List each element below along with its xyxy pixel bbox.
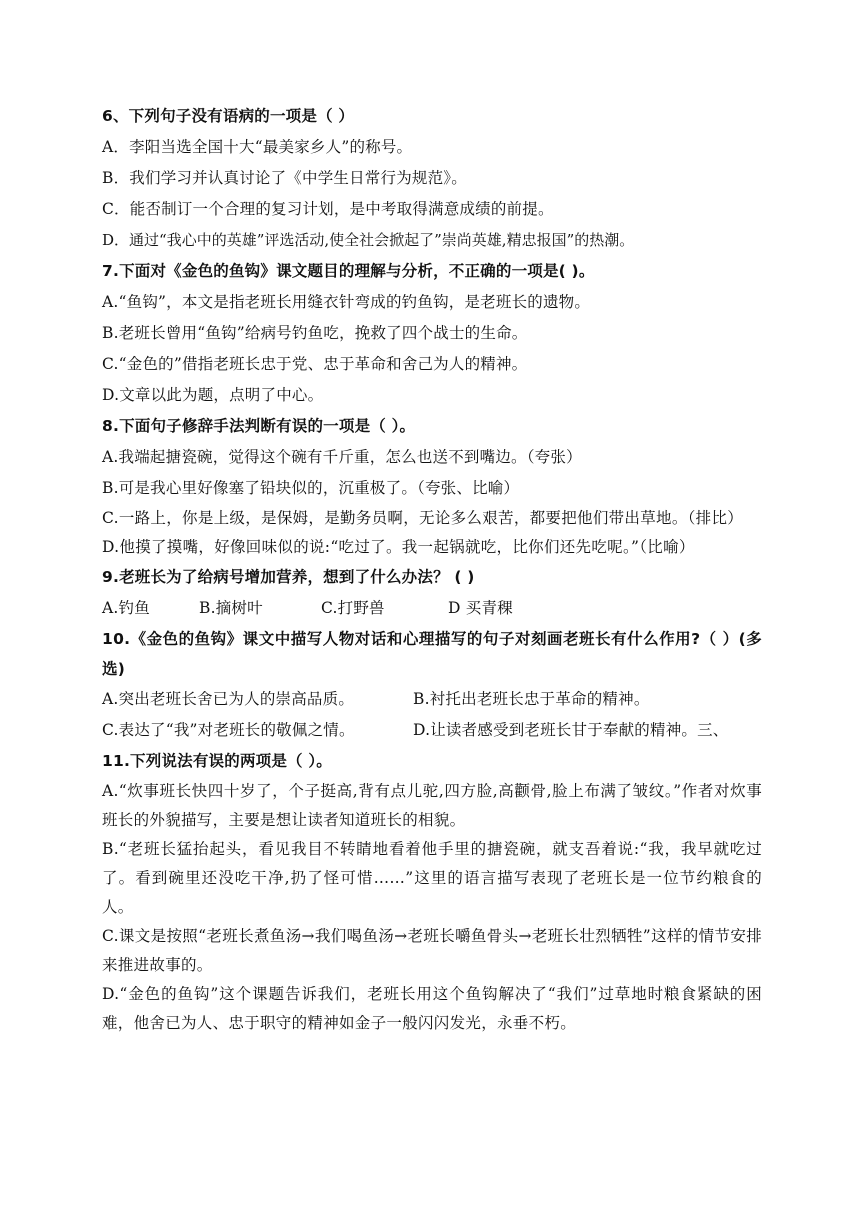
q10-options-row1 <box>102 684 762 715</box>
q7-option-c: C.“金色的”借指老班长忠于党、忠于革命和舍己为人的精神。 <box>102 355 528 373</box>
q9-stem: 9.老班长为了给病号增加营养，想到了什么办法？ ( ) <box>102 568 475 586</box>
q9-option-b: B.摘树叶 <box>199 599 263 617</box>
q8-option-b: B.可是我心里好像塞了铅块似的，沉重极了。（夸张、比喻） <box>102 479 520 497</box>
q6-option-c: C．能否制订一个合理的复习计划，是中考取得满意成绩的前提。 <box>102 200 554 218</box>
q9-option-d: D 买青稞 <box>448 599 513 617</box>
q9-options <box>102 593 762 624</box>
q8-option-a: A.我端起搪瓷碗，觉得这个碗有千斤重，怎么也送不到嘴边。（夸张） <box>102 448 582 466</box>
q10-option-c: C.表达了“我”对老班长的敬佩之情。 <box>102 721 355 739</box>
q6-option-d: D．通过“我心中的英雄”评选活动,使全社会掀起了”崇尚英雄,精忠报国”的热潮。 <box>102 231 635 249</box>
q10-options-row2 <box>102 715 762 746</box>
q11-option-c: C.课文是按照“老班长煮鱼汤→我们喝鱼汤→老班长嚼鱼骨头→老班长壮烈牺牲”这样的情节安排来推进故事的。 <box>102 927 762 974</box>
q10-option-d: D.让读者感受到老班长甘于奉献的精神。三、 <box>413 721 729 739</box>
q11-option-d: D.“金色的鱼钩”这个课题告诉我们，老班长用这个鱼钩解决了“我们”过草地时粮食紧缺的困难，他舍已为人、忠于职守的精神如金子一般闪闪发光，永垂不朽。 <box>102 985 762 1032</box>
q11-option-b: B.“老班长猛抬起头，看见我目不转睛地看着他手里的搪瓷碗，就支吾着说:“我，我早就吃过了。看到碗里还没吃干净,扔了怪可惜……”这里的语言描写表现了老班长是一位节约粮食的人。 <box>102 840 762 916</box>
q10-option-b: B.衬托出老班长忠于革命的精神。 <box>413 690 650 708</box>
q9-option-a: A.钓鱼 <box>102 599 150 617</box>
q10-option-a: A.突出老班长舍已为人的崇高品质。 <box>102 690 355 708</box>
q6-option-a: A．李阳当选全国十大“最美家乡人”的称号。 <box>102 138 413 156</box>
q6-option-b: B．我们学习并认真讨论了《中学生日常行为规范》。 <box>102 169 467 187</box>
q7-stem: 7.下面对《金色的鱼钩》课文题目的理解与分析，不正确的一项是( )。 <box>102 262 595 280</box>
worksheet <box>102 101 762 1038</box>
q9-option-c: C.打野兽 <box>321 599 385 617</box>
q8-stem: 8.下面句子修辞手法判断有误的一项是（ ）。 <box>102 417 416 435</box>
q7-option-d: D.文章以此为题，点明了中心。 <box>102 386 324 404</box>
q10-stem: 10.《金色的鱼钩》课文中描写人物对话和心理描写的句子对刻画老班长有什么作用?（ ）(多选) <box>102 630 762 678</box>
q7-option-a: A.“鱼钩”，本文是指老班长用缝衣针弯成的钓鱼钩，是老班长的遗物。 <box>102 293 591 311</box>
q11-option-a: A.“炊事班长快四十岁了，个子挺高,背有点儿驼,四方脸,高颧骨,脸上布满了皱纹。”作者对炊事班长的外貌描写，主要是想让读者知道班长的相貌。 <box>102 782 762 829</box>
q6-stem: 6、下列句子没有语病的一项是（ ） <box>102 107 355 125</box>
q11-stem: 11.下列说法有误的两项是（ ）。 <box>102 752 333 770</box>
q8-option-c: C.一路上，你是上级，是保姆，是勤务员啊，无论多么艰苦，都要把他们带出草地。（排比） <box>102 509 744 527</box>
q7-option-b: B.老班长曾用“鱼钩”给病号钓鱼吃，挽救了四个战士的生命。 <box>102 324 528 342</box>
q8-option-d: D.他摸了摸嘴，好像回味似的说:“吃过了。我一起锅就吃，比你们还先吃呢。”（比喻） <box>102 538 695 556</box>
